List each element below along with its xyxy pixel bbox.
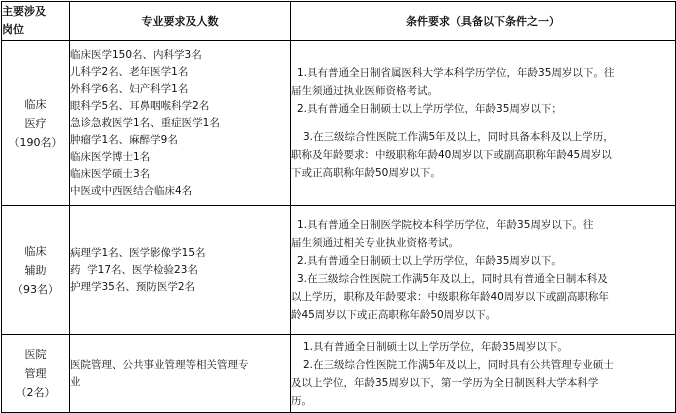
condition-line: 2.在三级综合性医院工作满5年及以上，同时具有公共管理专业硕士: [303, 358, 614, 371]
condition-line: 2.具有普通全日制硕士以上学历学位，年龄35周岁以下；: [297, 103, 562, 115]
condition-item: [291, 216, 675, 252]
condition-item: [291, 338, 675, 356]
major-item: 病理学1名、医学影像学15名: [70, 246, 206, 259]
position-line: 管理: [24, 367, 47, 380]
header-majors: 专业要求及人数: [70, 2, 291, 41]
condition-line: 1.具有普通全日制硕士以上学历学位，年龄35周岁以下。: [303, 340, 568, 353]
major-item: 护理学35名、预防医学2名: [70, 280, 196, 293]
conditions-cell: [291, 206, 676, 335]
major-item: 儿科学2名、老年医学1名: [70, 65, 189, 78]
condition-item: [291, 252, 675, 270]
header-position: [2, 2, 70, 41]
condition-line: 届生须通过相关专业执业资格考试。: [291, 237, 459, 249]
condition-item: [291, 270, 675, 324]
position-cell: [2, 206, 70, 335]
major-item: 眼科学5名、耳鼻咽喉科学2名: [70, 99, 210, 112]
header-row: [2, 2, 676, 41]
header-position-line-2: 岗位: [2, 23, 24, 36]
major-item: 外科学6名、妇产科学1名: [70, 82, 189, 95]
position-cell: [2, 41, 70, 206]
major-item: 中医或中西医结合临床4名: [70, 184, 193, 197]
position-cell: [2, 335, 70, 413]
condition-line: 及以上学位，年龄35周岁以下，第一学历为全日制医科大学本科学: [291, 376, 599, 389]
condition-item: [291, 100, 675, 118]
condition-line: 3.在三级综合性医院工作满5年及以上，同时具备本科及以上学历，: [303, 131, 614, 143]
condition-line: 届生须通过执业医师资格考试。: [291, 85, 438, 97]
table-row: [2, 206, 676, 335]
recruitment-table: [1, 1, 676, 413]
major-item: 临床医学硕士3名: [70, 167, 151, 180]
condition-line: 职称及年龄要求：中级职称年龄40周岁以下或副高职称年龄45周岁以: [291, 149, 612, 161]
position-line: 辅助: [24, 263, 47, 277]
position-line: 临床: [24, 244, 47, 258]
majors-cell: [70, 41, 291, 206]
condition-item: [291, 128, 675, 182]
majors-cell: [70, 335, 291, 413]
condition-line: 历。: [291, 394, 312, 407]
header-position-line-1: 主要涉及: [2, 5, 46, 18]
major-item: 肿瘤学1名、麻醉学9名: [70, 133, 178, 146]
condition-line: 龄45周岁以下或正高职称年龄50周岁以下。: [291, 309, 497, 321]
header-conditions: 条件要求（具备以下条件之一）: [291, 2, 676, 41]
table-row: [2, 41, 676, 206]
major-item: 急诊急救医学1名、重症医学1名: [70, 116, 220, 129]
condition-line: 3.在三级综合性医院工作满5年及以上，同时具有普通全日制本科及: [297, 273, 608, 285]
condition-line: 2.具有普通全日制硕士以上学历学位，年龄35周岁以下。: [297, 255, 562, 267]
major-item: 业: [70, 375, 81, 388]
position-line: 临床: [24, 97, 47, 111]
condition-line: 1.具有普通全日制医学院校本科学历学位，年龄35周岁以下。往: [297, 219, 594, 231]
position-count: （190名）: [8, 135, 63, 149]
condition-item: [291, 64, 675, 100]
condition-line: 以上学历，职称及年龄要求：中级职称年龄40周岁以下或副高职称年: [291, 291, 609, 303]
position-line: 医院: [24, 348, 47, 361]
condition-item: [291, 356, 675, 410]
position-count: （93名）: [12, 282, 59, 296]
conditions-cell: [291, 41, 676, 206]
condition-line: 1.具有普通全日制省属医科大学本科学历学位，年龄35周岁以下。往: [297, 67, 615, 79]
major-item: 药 学17名、医学检验23名: [70, 263, 198, 276]
major-item: 医院管理、公共事业管理等相关管理专: [70, 358, 249, 371]
table-row: [2, 335, 676, 413]
position-line: 医疗: [24, 116, 47, 130]
position-count: （2名）: [15, 386, 56, 399]
major-item: 临床医学博士1名: [70, 150, 151, 163]
majors-cell: [70, 206, 291, 335]
conditions-cell: [291, 335, 676, 413]
major-item: 临床医学150名、内科学3名: [70, 48, 202, 61]
condition-line: 下或正高职称年龄50周岁以下。: [291, 167, 441, 179]
